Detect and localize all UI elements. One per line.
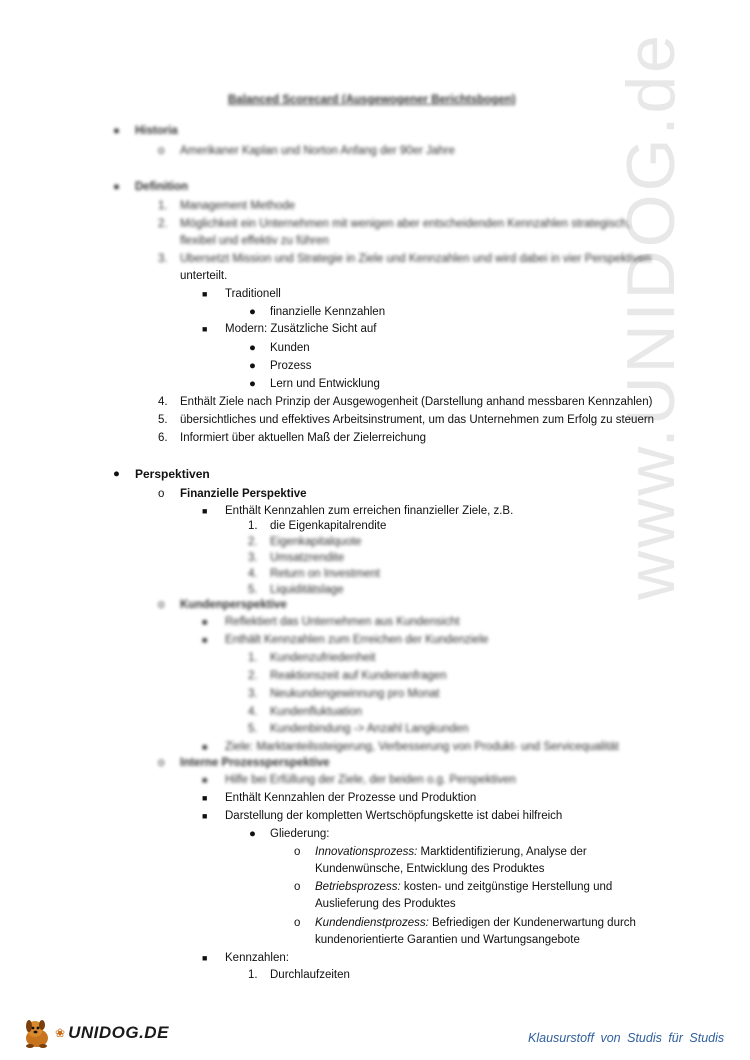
list-item (315, 845, 587, 859)
list-item: Return on Investment (270, 568, 380, 580)
list-item: Enthält Kennzahlen der Prozesse und Produktion (225, 792, 477, 804)
list-item-cont: Auslieferung des Produktes (315, 898, 456, 910)
circle-bullet-icon: o (294, 881, 301, 893)
list-item-cont: kundenorientierte Garantien und Wartungsangebote (315, 934, 580, 946)
logo-text-main: UNIDOG (68, 1023, 140, 1042)
square-bullet-icon: ■ (202, 775, 208, 785)
list-item: Ziele: Marktanteilssteigerung, Verbesserung von Produkt- und Servicequalität (225, 741, 619, 753)
list-item: Kundenfluktuation (270, 706, 363, 718)
square-bullet-icon: ■ (202, 617, 208, 627)
list-item: Liquiditätslage (270, 584, 344, 596)
square-bullet-icon: ■ (202, 742, 208, 752)
definition-item: Informiert über aktuellen Maß der Zielerreichung (180, 432, 427, 444)
process-text: Marktidentifizierung, Analyse der (417, 846, 587, 858)
list-number: 2. (248, 536, 258, 548)
circle-bullet-icon: o (158, 145, 165, 157)
document-title: Balanced Scorecard (Ausgewogener Berichtsbogen) (228, 94, 516, 106)
list-item-cont: Kundenwünsche, Entwicklung des Produktes (315, 863, 545, 875)
section-heading-definition: Definition (135, 181, 189, 193)
bullet-icon: ● (113, 125, 120, 137)
process-text: kosten- und zeitgünstige Herstellung und (400, 881, 613, 893)
bullet-icon: ● (249, 378, 256, 390)
list-number: 2. (248, 670, 258, 682)
list-item: Gliederung: (270, 828, 330, 840)
section-heading-perspektiven: Perspektiven (135, 467, 210, 481)
list-item: Eigenkapitalquote (270, 536, 362, 548)
definition-item-cont: unterteilt. (180, 270, 228, 282)
definition-item-cont: flexibel und effektiv zu führen (180, 235, 329, 247)
list-number: 5. (248, 584, 258, 596)
list-number: 4. (158, 396, 168, 408)
list-item: Enthält Kennzahlen zum erreichen finanzieller Ziele, z.B. (225, 505, 514, 517)
bullet-icon: ● (113, 181, 120, 193)
list-item: Prozess (270, 360, 312, 372)
list-item: Kunden (270, 342, 310, 354)
watermark: www.UNIDOG.de (613, 32, 689, 600)
list-number: 4. (248, 706, 258, 718)
list-item (315, 916, 636, 930)
list-item: Kennzahlen: (225, 952, 289, 964)
bullet-icon: ● (113, 468, 120, 480)
list-number: 6. (158, 432, 168, 444)
list-number: 3. (158, 253, 168, 265)
section-heading-historia: Historia (135, 125, 178, 137)
list-number: 5. (248, 723, 258, 735)
circle-bullet-icon: o (158, 599, 165, 611)
definition-item: übersichtliches und effektives Arbeitsinstrument, um das Unternehmen zum Erfolg zu steuern (180, 414, 655, 426)
list-item: Lern und Entwicklung (270, 378, 380, 390)
definition-item: Übersetzt Mission und Strategie in Ziele und Kennzahlen und wird dabei in vier Perspektiven (180, 253, 652, 265)
list-item: Reflektiert das Unternehmen aus Kundensicht (225, 616, 460, 628)
process-label: Innovationsprozess: (315, 846, 418, 858)
paw-icon: ❀ (55, 1026, 66, 1040)
subsection-heading: Kundenperspektive (180, 599, 287, 611)
list-number: 1. (158, 200, 168, 212)
logo-text (68, 1023, 169, 1043)
list-item: Darstellung der kompletten Wertschöpfungskette ist dabei hilfreich (225, 810, 563, 822)
bullet-icon: ● (249, 828, 256, 840)
unidog-logo (20, 1015, 169, 1051)
list-item: Umsatzrendite (270, 552, 345, 564)
list-item: finanzielle Kennzahlen (270, 306, 386, 318)
bullet-icon: ● (249, 306, 256, 318)
list-number: 3. (248, 552, 258, 564)
bullet-icon: ● (249, 342, 256, 354)
process-label: Betriebsprozess: (315, 881, 401, 893)
square-bullet-icon: ■ (202, 793, 208, 803)
square-bullet-icon: ■ (202, 635, 208, 645)
square-bullet-icon: ■ (202, 811, 208, 821)
circle-bullet-icon: o (158, 757, 165, 769)
process-label: Kundendienstprozess: (315, 917, 429, 929)
list-number: 1. (248, 520, 258, 532)
list-number: 3. (248, 688, 258, 700)
list-item: Hilfe bei Erfüllung der Ziele, der beiden o.g. Perspektiven (225, 774, 516, 786)
list-item: Enthält Kennzahlen zum Erreichen der Kundenziele (225, 634, 489, 646)
logo-text-domain: .DE (139, 1023, 169, 1042)
square-bullet-icon: ■ (202, 506, 208, 516)
circle-bullet-icon: o (158, 488, 165, 500)
definition-item: Möglichkeit ein Unternehmen mit wenigen aber entscheidenden Kennzahlen strategisch, (180, 218, 631, 230)
list-item: Kundenbindung -> Anzahl Langkunden (270, 723, 469, 735)
dog-mascot-icon (20, 1016, 54, 1050)
footer-tagline: Klausurstoff von Studis für Studis (528, 1031, 725, 1045)
subsection-heading: Interne Prozessperspektive (180, 757, 330, 769)
historia-item: Amerikaner Kaplan und Norton Anfang der 90er Jahre (180, 145, 455, 157)
square-bullet-icon: ■ (202, 324, 208, 334)
circle-bullet-icon: o (294, 917, 301, 929)
subsection-heading: Finanzielle Perspektive (180, 488, 307, 500)
definition-item: Management Methode (180, 200, 296, 212)
list-item: die Eigenkapitalrendite (270, 520, 387, 532)
list-item: Modern: Zusätzliche Sicht auf (225, 323, 377, 335)
bullet-icon: ● (249, 360, 256, 372)
list-number: 1. (248, 652, 258, 664)
list-item: Kundenzufriedenheit (270, 652, 376, 664)
list-item: Durchlaufzeiten (270, 969, 350, 981)
square-bullet-icon: ■ (202, 289, 208, 299)
definition-item: Enthält Ziele nach Prinzip der Ausgewogenheit (Darstellung anhand messbaren Kennzahlen) (180, 396, 653, 408)
circle-bullet-icon: o (294, 846, 301, 858)
process-text: Befriedigen der Kundenerwartung durch (428, 917, 636, 929)
list-item: Reaktionszeit auf Kundenanfragen (270, 670, 447, 682)
list-number: 5. (158, 414, 168, 426)
list-number: 4. (248, 568, 258, 580)
list-item (315, 880, 612, 894)
list-number: 1. (248, 969, 258, 981)
square-bullet-icon: ■ (202, 953, 208, 963)
list-item: Neukundengewinnung pro Monat (270, 688, 440, 700)
list-item: Traditionell (225, 288, 281, 300)
list-number: 2. (158, 218, 168, 230)
